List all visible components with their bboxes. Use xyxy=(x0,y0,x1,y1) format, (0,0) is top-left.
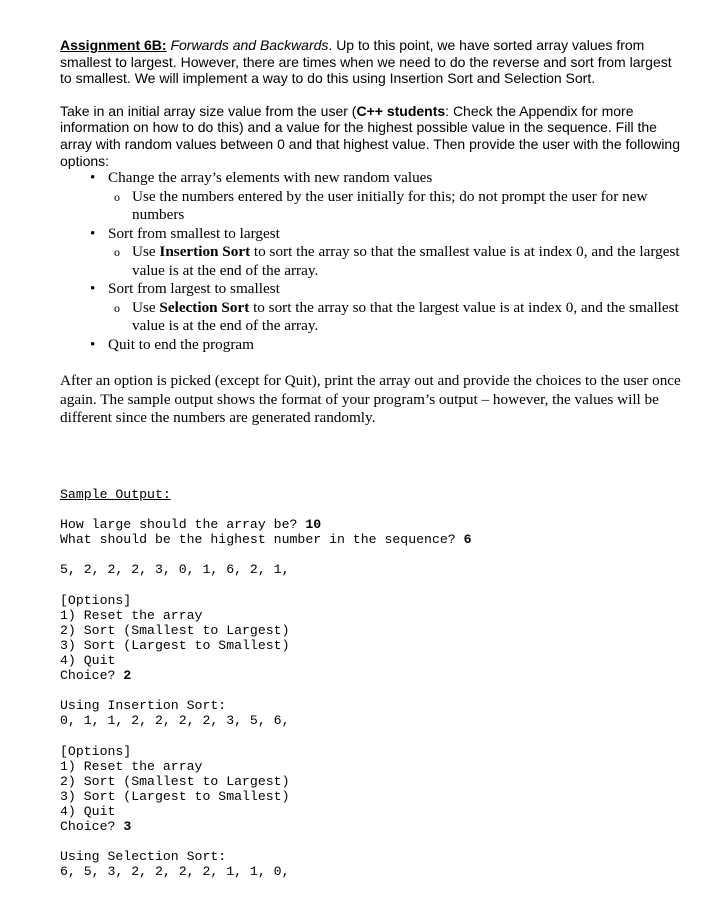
menu-line: 3) Sort (Largest to Smallest) xyxy=(60,637,290,653)
circle-bullet-icon: o xyxy=(114,300,120,315)
sub-option-text: to sort the array so that the largest value is at index 0, and the smallest value is at the end of the array. xyxy=(132,298,679,335)
option-text: Sort from largest to smallest xyxy=(108,280,280,298)
option-item-reset xyxy=(60,169,685,225)
menu-line: [Options] xyxy=(60,592,132,608)
cpp-students-label: C++ students xyxy=(356,102,446,119)
user-input: 3 xyxy=(123,819,132,835)
sub-option-item xyxy=(60,299,685,336)
selection-array-line: 6, 5, 3, 2, 2, 2, 2, 1, 1, 0, xyxy=(60,864,290,880)
sub-option-item xyxy=(60,243,685,280)
requirements-text-start: Take in an initial array size value from the user ( xyxy=(60,102,357,119)
selection-sort-label: Selection Sort xyxy=(159,298,250,316)
circle-bullet-icon: o xyxy=(114,189,120,204)
option-item-quit xyxy=(60,336,685,355)
user-input: 2 xyxy=(123,668,132,684)
requirements-text-end: : Check the Appendix for more information on how to do this) and a value for the highest possible value in the sequence. Fill the array with random values between 0 and that highest value. Then provide the user with the following options: xyxy=(60,102,680,169)
after-paragraph: After an option is picked (except for Quit), print the array out and provide the choices to the user once again. The sample output shows the format of your program’s output – however, the values will be different since the numbers are generated randomly. xyxy=(60,372,681,427)
sample-output xyxy=(60,487,472,879)
menu-line: 2) Sort (Smallest to Largest) xyxy=(60,773,290,789)
choice-prompt: Choice? xyxy=(60,819,124,835)
choice-line xyxy=(60,668,472,683)
bullet-icon: • xyxy=(90,169,96,187)
insertion-sort-label: Insertion Sort xyxy=(159,243,251,261)
menu-line: [Options] xyxy=(60,743,132,759)
bullet-icon: • xyxy=(90,280,96,298)
menu-line: 4) Quit xyxy=(60,803,116,819)
prompt-line-size xyxy=(60,517,472,532)
sub-option-text: to sort the array so that the smallest value is at index 0, and the largest value is at the end of the array. xyxy=(132,243,680,279)
insertion-sort-heading: Using Insertion Sort: xyxy=(60,698,227,714)
choice-line xyxy=(60,819,472,834)
prompt-text: How large should the array be? xyxy=(60,517,306,533)
user-input: 6 xyxy=(463,532,472,548)
selection-sort-heading: Using Selection Sort: xyxy=(60,849,227,865)
sample-output-heading: Sample Output: xyxy=(60,487,171,502)
sub-option-item xyxy=(60,188,685,225)
option-item-ascending xyxy=(60,225,685,281)
assignment-document xyxy=(60,37,685,428)
option-item-descending xyxy=(60,280,685,336)
sub-option-text: Use the numbers entered by the user initially for this; do not prompt the user for new numbers xyxy=(132,187,648,224)
menu-line: 2) Sort (Smallest to Largest) xyxy=(60,622,290,638)
prompt-text: What should be the highest number in the sequence? xyxy=(60,532,464,548)
user-input: 10 xyxy=(305,517,322,533)
circle-bullet-icon: o xyxy=(114,245,120,260)
choice-prompt: Choice? xyxy=(60,668,124,684)
sub-option-text: Use xyxy=(132,243,160,261)
menu-line: 4) Quit xyxy=(60,653,116,669)
intro-text: . Up to this point, we have sorted array values from smallest to largest. However, there are times when we need to do the reverse and sort from largest to smallest. We will implement a way to do this using Insertion Sort and Selection Sort. xyxy=(60,37,672,87)
prompt-line-max xyxy=(60,532,472,547)
assignment-title: Forwards and Backwards xyxy=(170,37,329,53)
bullet-icon: • xyxy=(90,224,96,242)
initial-array-line: 5, 2, 2, 2, 3, 0, 1, 6, 2, 1, xyxy=(60,562,290,578)
option-text: Change the array’s elements with new random values xyxy=(108,169,433,187)
insertion-array-line: 0, 1, 1, 2, 2, 2, 2, 3, 5, 6, xyxy=(60,713,290,729)
requirements-paragraph xyxy=(60,103,685,169)
intro-paragraph xyxy=(60,37,685,87)
option-text: Sort from smallest to largest xyxy=(108,224,280,242)
menu-line: 3) Sort (Largest to Smallest) xyxy=(60,788,290,804)
sub-option-text: Use xyxy=(132,298,160,316)
menu-line: 1) Reset the array xyxy=(60,607,203,623)
option-text: Quit to end the program xyxy=(108,335,254,353)
menu-line: 1) Reset the array xyxy=(60,758,203,774)
assignment-label: Assignment 6B: xyxy=(60,37,167,53)
options-list xyxy=(60,169,685,354)
bullet-icon: • xyxy=(90,335,96,353)
